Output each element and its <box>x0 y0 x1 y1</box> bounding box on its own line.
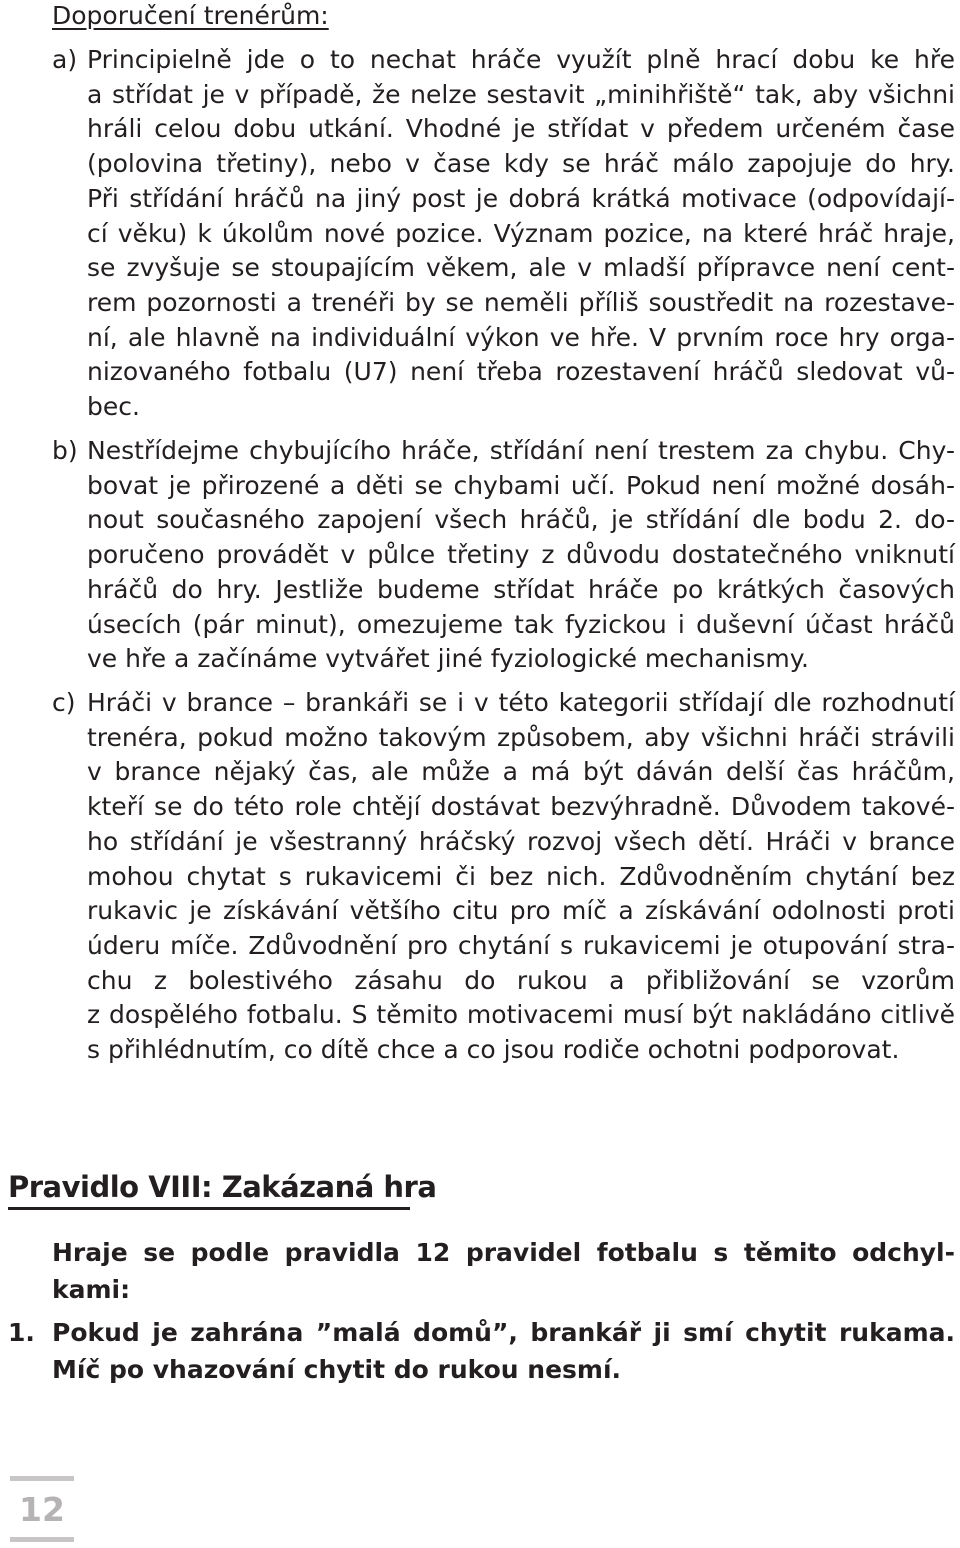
text-line: a střídat je v případě, že nelze sestavit „minihřiště“ tak, aby všichni <box>87 79 955 109</box>
list-marker: b) <box>52 436 78 465</box>
text-line: Hraje se podle pravidla 12 pravidel fotbalu s těmito odchyl- <box>52 1238 955 1267</box>
rule-numbered-item <box>8 1314 955 1388</box>
rule-numbered-text <box>52 1314 955 1388</box>
text-line: Hráči v brance – brankáři se i v této kategorii střídají dle rozhodnutí <box>87 688 955 717</box>
text-line: ve hře a začínáme vytvářet jiné fyziologické mechanismy. <box>87 644 809 674</box>
recommendation-item-a <box>52 43 955 425</box>
text-line: trenéra, pokud možno takovým způsobem, aby všichni hráči strávili <box>87 722 955 752</box>
recommendation-text <box>87 434 955 677</box>
recommendation-item-c <box>52 686 955 1068</box>
text-line: bovat je přirozené a děti se chybami učí. Pokud není možné dosáh- <box>87 470 955 500</box>
text-line: úderu míče. Zdůvodnění pro chytání s rukavicemi je otupování stra- <box>87 930 955 960</box>
text-line: rem pozornosti a trenéři by se neměli příliš soustředit na rozestave- <box>87 287 955 317</box>
list-marker: a) <box>52 45 78 74</box>
text-line: nizovaného fotbalu (U7) není třeba rozestavení hráčů sledovat vů- <box>87 357 955 387</box>
text-line: Míč po vhazování chytit do rukou nesmí. <box>52 1355 622 1384</box>
text-line: hráčů do hry. Jestliže budeme střídat hráče po krátkých časových <box>87 574 955 604</box>
text-line: Při střídání hráčů na jiný post je dobrá krátká motivace (odpovídají- <box>87 183 955 213</box>
text-line: hráli celou dobu utkání. Vhodné je střídat v předem určeném čase <box>87 114 955 144</box>
text-line: cí věku) k úkolům nové pozice. Význam pozice, na které hráč hraje, <box>87 218 955 248</box>
text-line: bec. <box>87 392 140 422</box>
text-line: s přihlédnutím, co dítě chce a co jsou rodiče ochotni podporovat. <box>87 1035 900 1065</box>
text-line: Nestřídejme chybujícího hráče, střídání není trestem za chybu. Chy- <box>87 436 955 465</box>
text-line: nout současného zapojení všech hráčů, je střídání dle bodu 2. do- <box>87 505 955 535</box>
recommendation-item-b <box>52 434 955 677</box>
text-line: z dospělého fotbalu. S těmito motivacemi musí být nakládáno citlivě <box>87 1000 955 1030</box>
page-number: 12 <box>19 1490 65 1529</box>
text-line: ho střídání je všestranný hráčský rozvoj všech dětí. Hráči v brance <box>87 826 955 856</box>
text-line: mohou chytat s rukavicemi či bez nich. Zdůvodněním chytání bez <box>87 861 955 891</box>
list-marker: c) <box>52 688 76 717</box>
rule-heading: Pravidlo VIII: Zakázaná hra <box>8 1170 437 1204</box>
text-line: rukavic je získávání většího citu pro míč a získávání odolnosti proti <box>87 896 955 926</box>
recommendations-heading: Doporučení trenérům: <box>52 1 329 30</box>
text-line: úsecích (pár minut), omezujeme tak fyzickou i duševní účast hráčů <box>87 609 955 639</box>
text-line: (polovina třetiny), nebo v čase kdy se hráč málo zapojuje do hry. <box>87 149 955 179</box>
text-line: ní, ale hlavně na individuální výkon ve hře. V prvním roce hry orga- <box>87 322 955 352</box>
text-line: chu z bolestivého zásahu do rukou a přibližování se vzorům <box>87 965 955 995</box>
page-number-rule-bottom <box>10 1537 74 1542</box>
page-number-rule-top <box>10 1476 74 1481</box>
recommendation-text <box>87 43 955 425</box>
recommendation-text <box>87 686 955 1068</box>
text-line: kami: <box>52 1275 131 1304</box>
text-line: se zvyšuje se stoupajícím věkem, ale v mladší přípravce není cent- <box>87 253 955 283</box>
rule-intro <box>52 1234 955 1308</box>
rule-heading-underline <box>8 1207 410 1210</box>
text-line: kteří se do této role chtějí dostávat bezvýhradně. Důvodem takové- <box>87 792 955 822</box>
list-marker: 1. <box>8 1318 35 1347</box>
text-line: Principielně jde o to nechat hráče využít plně hrací dobu ke hře <box>87 45 955 74</box>
text-line: Pokud je zahrána ”malá domů”, brankář ji smí chytit rukama. <box>52 1318 955 1347</box>
text-line: poručeno provádět v půlce třetiny z důvodu dostatečného vniknutí <box>87 540 955 570</box>
text-line: v brance nějaký čas, ale může a má být dáván delší čas hráčům, <box>87 757 955 787</box>
